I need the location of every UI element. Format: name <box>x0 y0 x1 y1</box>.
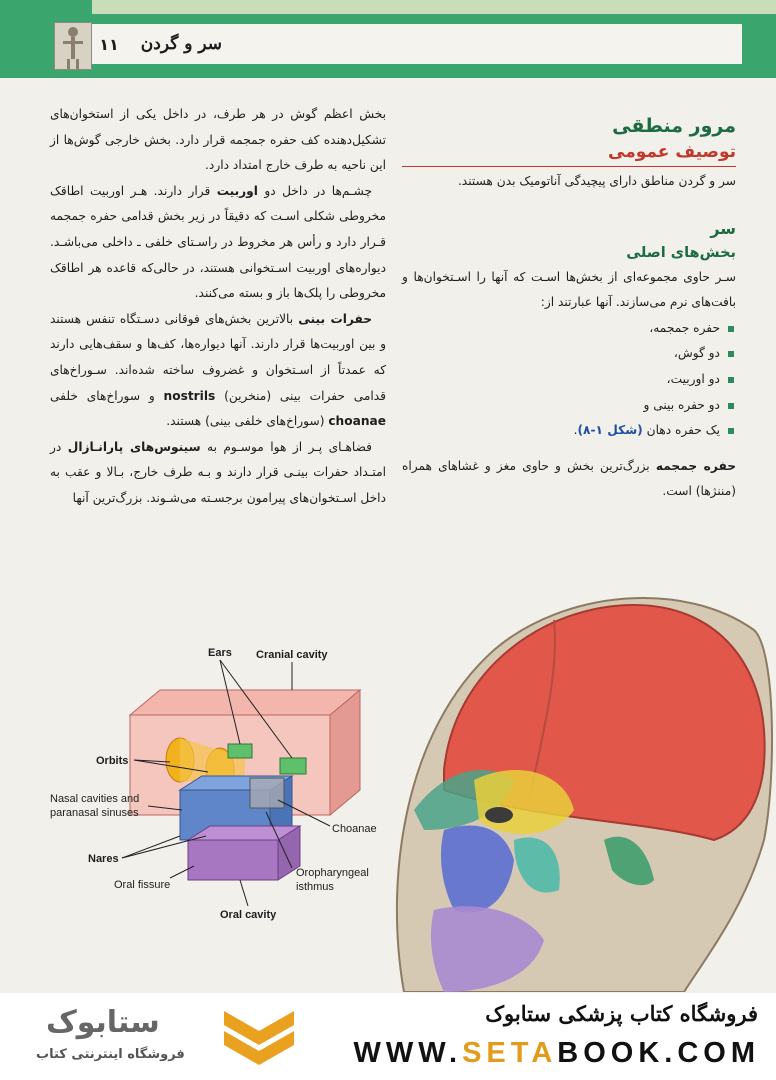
section-subtitle: توصیف عمومی <box>402 140 736 167</box>
section-title: مرور منطقی <box>612 115 736 137</box>
oral-box-front <box>188 840 278 880</box>
label-oropharyngeal-line2: isthmus <box>296 881 334 893</box>
label-oral-fissure: Oral fissure <box>114 879 171 891</box>
orbits-paragraph: چشـم‌ها در داخل دو اوربیت قرار دارند. هـر اوربیت اطاقک مخروطی شکلی اسـت که دقیقاً در زیر بخش قدامی حفره جمجمه قـرار دارد و رأس هر مخروط در راسـتای خلفی ـ داخلی می‌باشـد. دیواره‌های اوربیت اسـتخوانی هستند، در حالی‌که قاعده هر اطاقک مخروطی را پلک‌ها باز و بسته می‌کنند. <box>50 183 386 301</box>
store-name: فروشگاه کتاب پزشکی ستابوک <box>485 1001 758 1026</box>
label-oropharyngeal-line1: Oropharyngeal <box>296 867 369 879</box>
ear-box-left <box>228 744 252 758</box>
choanae-term: choanae <box>328 414 386 429</box>
main-parts-heading: بخش‌های اصلی <box>626 244 736 261</box>
label-nasal-line2: paranasal sinuses <box>50 807 139 819</box>
label-cranial-cavity: Cranial cavity <box>256 649 328 661</box>
header-bar <box>92 24 742 64</box>
main-parts-intro: سـر حاوی مجموعه‌ای از بخش‌ها اسـت که آنها را اسـتخوان‌ها و بافت‌های نرم می‌سازند. آنها عبارتند از: <box>402 269 736 310</box>
chapter-title: سر و گردن <box>140 34 222 54</box>
footer-banner <box>0 993 776 1080</box>
eye-icon <box>485 807 513 823</box>
list-item: حفره جمجمه، <box>402 316 736 342</box>
list-item: دو اوربیت، <box>402 367 736 393</box>
intro-text: سر و گردن مناطق دارای پیچیدگی آناتومیک بدن هستند. <box>457 174 736 188</box>
label-nares: Nares <box>88 853 119 865</box>
skeleton-thumbnail-icon <box>55 23 91 69</box>
leader-line <box>240 880 248 906</box>
nasal-term: حفرات بینی <box>298 311 373 326</box>
orbit-term: اوربیت <box>216 183 258 198</box>
sinus-paragraph: فضاهـای پـر از هوا موسـوم به سینوس‌های پارانـازال در امتـداد حفرات بینـی قرار دارند و بـه طرف خارج، بـالا و عقب به داخل اسـتخوان‌های پیرامون برجسـته می‌شـوند. بزرگ‌ترین آنها <box>50 439 386 505</box>
right-column <box>402 112 736 505</box>
list-item: یک حفره دهان (شکل ۱-۸). <box>402 418 736 444</box>
label-ears: Ears <box>208 647 232 659</box>
cranial-paragraph: حفره جمجمه بزرگ‌ترین بخش و حاوی مغز و غشاهای همراه (مننژها) است. <box>402 458 737 499</box>
header-strip <box>92 0 776 14</box>
logo-caption: فروشگاه اینترنتی کتاب <box>36 1047 185 1062</box>
parts-list <box>402 316 736 444</box>
label-nasal-line1: Nasal cavities and <box>50 793 140 805</box>
cranial-term: حفره جمجمه <box>655 458 737 473</box>
choanae-box <box>250 778 284 808</box>
label-orbits: Orbits <box>96 755 129 767</box>
figure-reference-link[interactable]: (شکل ۱-۸) <box>577 423 643 438</box>
skull-illustration <box>384 580 776 992</box>
label-choanae: Choanae <box>332 823 377 835</box>
chevron-logo-icon <box>214 1005 304 1071</box>
store-url[interactable]: WWW.SETABOOK.COM <box>353 1037 760 1069</box>
sinus-term: سینوس‌های پارانـازال <box>67 439 201 454</box>
list-item: دو حفره بینی و <box>402 393 736 419</box>
list-item: دو گوش، <box>402 341 736 367</box>
head-compartments-diagram <box>30 640 400 940</box>
ear-box-right <box>280 758 306 774</box>
page-number: ۱۱ <box>99 34 119 54</box>
left-column <box>50 102 386 512</box>
nasal-paragraph: حفرات بینی بالاترین بخش‌های فوقانی دسـتگاه تنفس هستند و بین اوربیت‌ها قرار دارند. آنها دیواره‌ها، کف‌ها و سقف‌هایی دارند که عمدتاً از اسـتخوان و غضروف ساخته شده‌اند. سـوراخ‌های قدامی حفرات بینی (منخرین) nostrils و سوراخ‌های خلفی choanae (سوراخ‌های خلفی بینی) هستند. <box>50 311 386 429</box>
nostrils-term: nostrils <box>163 388 216 403</box>
label-oral-cavity: Oral cavity <box>220 909 277 921</box>
logo-wordmark: ستابوک <box>46 1005 160 1040</box>
brand-logo <box>14 999 314 1075</box>
head-heading: سر <box>710 218 736 238</box>
chapter-thumbnail <box>54 22 92 70</box>
leader-line <box>122 836 180 858</box>
ears-paragraph: بخش اعظم گوش در هر طرف، در داخل یکی از استخوان‌های تشکیل‌دهنده کف حفره جمجمه قرار دارد. بخش خارجی گوش‌ها از این ناحیه به طرف خارج امتداد دارد. <box>50 107 386 173</box>
